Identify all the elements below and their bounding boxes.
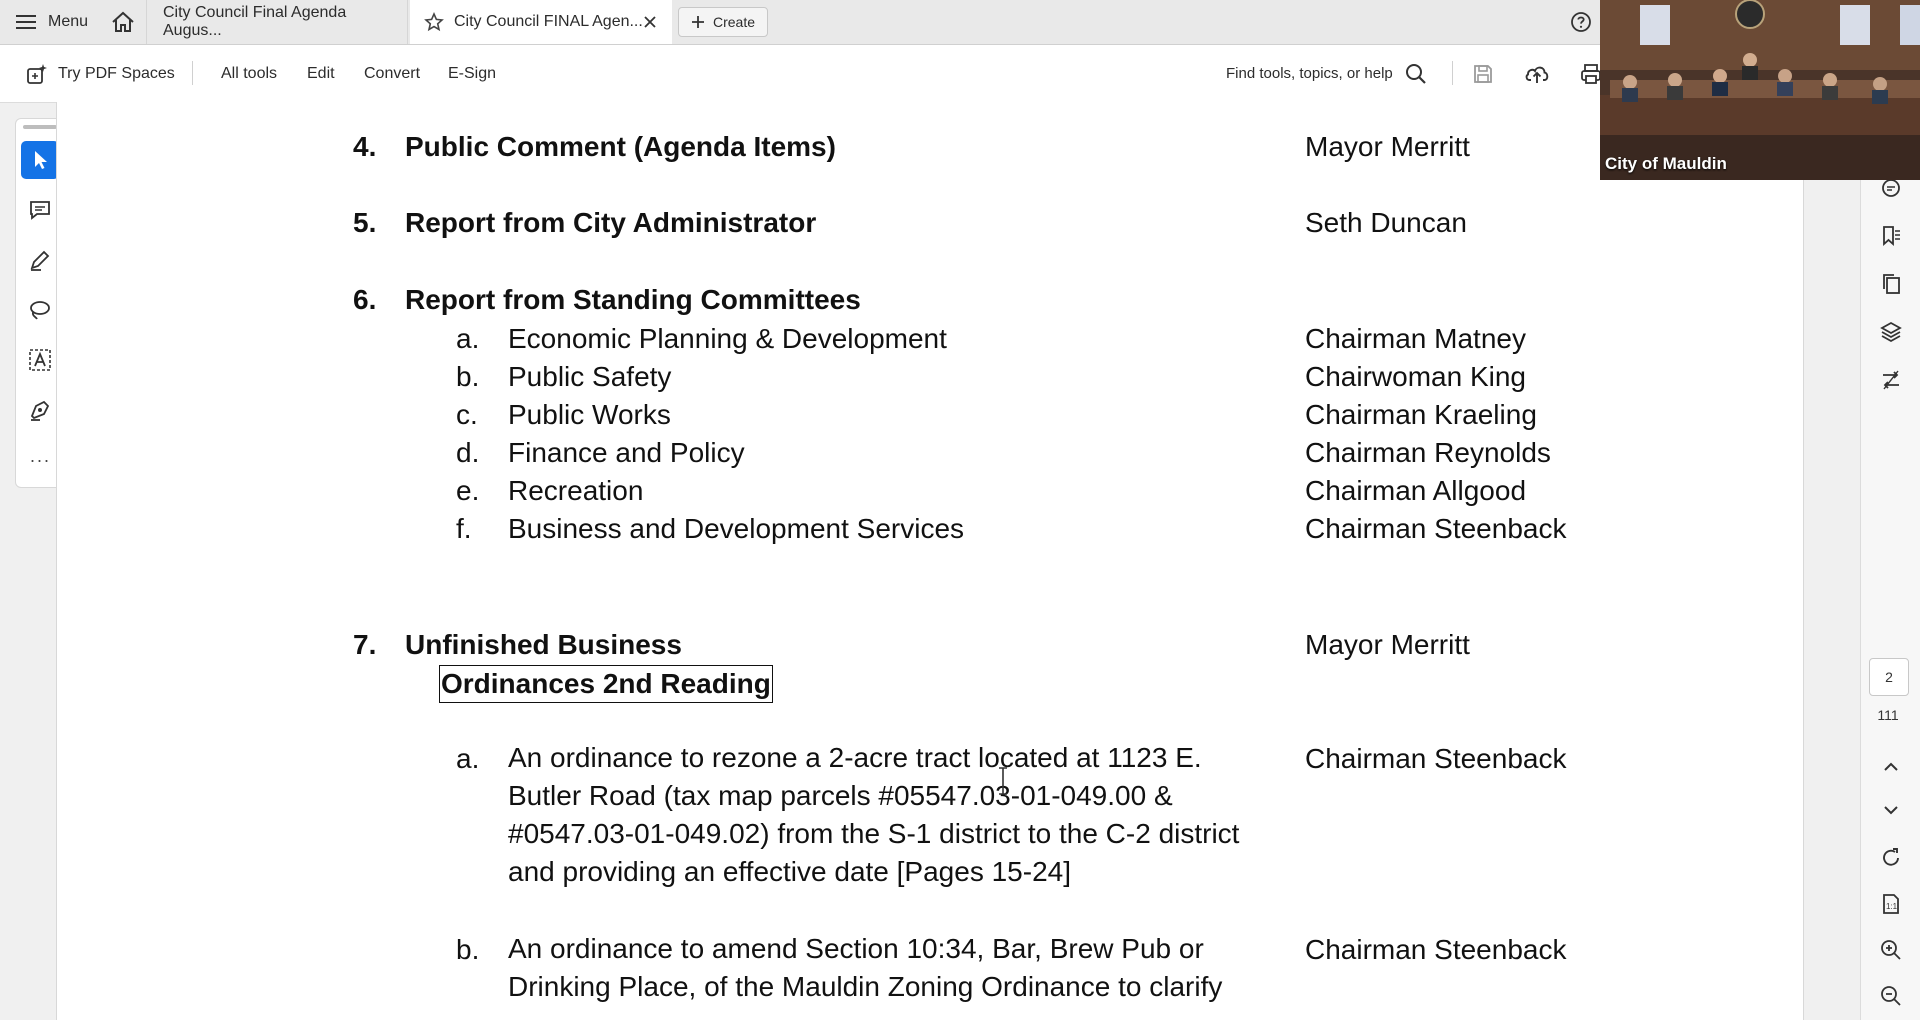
edit-menu[interactable]: Edit xyxy=(307,64,335,82)
create-label: Create xyxy=(713,14,756,30)
text-line: Butler Road (tax map parcels #05547.03-01-049.00 & xyxy=(508,780,1173,811)
highlight-draw-tool-button[interactable] xyxy=(21,241,59,279)
menu-label: Menu xyxy=(48,13,89,30)
zoom-in-icon xyxy=(1880,939,1902,961)
text-box-icon xyxy=(28,348,52,372)
home-button[interactable] xyxy=(110,0,136,44)
zoom-out-icon xyxy=(1880,985,1902,1007)
pen-sign-icon xyxy=(28,398,52,422)
presenter-name: Chairman Kraeling xyxy=(1305,399,1537,430)
chevron-up-icon xyxy=(1882,758,1900,776)
previous-page-button[interactable] xyxy=(1877,753,1905,781)
subitem-letter: b. xyxy=(456,934,480,965)
refresh-icon xyxy=(1880,847,1902,869)
bookmark-icon xyxy=(1880,225,1902,247)
council-chamber-video-image xyxy=(1600,0,1920,180)
toolbar-divider xyxy=(1452,61,1453,85)
item-heading: Public Comment (Agenda Items) xyxy=(405,131,836,162)
subitem-text: Public Works xyxy=(508,399,671,430)
star-icon[interactable] xyxy=(424,12,444,32)
upload-cloud-button[interactable] xyxy=(1524,45,1550,102)
ordinances-subheading[interactable]: Ordinances 2nd Reading xyxy=(439,665,773,703)
all-tools-menu[interactable]: All tools xyxy=(221,64,278,82)
cloud-upload-icon xyxy=(1524,63,1550,85)
hamburger-icon xyxy=(16,14,36,30)
item-number: 5. xyxy=(353,207,377,238)
comment-bubble-icon xyxy=(1880,177,1902,199)
subitem-letter: f. xyxy=(456,513,472,544)
subitem-letter: e. xyxy=(456,475,480,506)
try-pdf-spaces-label: Try PDF Spaces xyxy=(58,64,175,82)
subitem-text: Public Safety xyxy=(508,361,672,392)
item-number: 7. xyxy=(353,629,377,660)
search-icon xyxy=(1405,63,1427,85)
zoom-out-button[interactable] xyxy=(1877,982,1905,1010)
subitem-text: Economic Planning & Development xyxy=(508,323,947,354)
select-tool-button[interactable] xyxy=(21,141,59,179)
zoom-in-button[interactable] xyxy=(1877,936,1905,964)
more-tools-button[interactable] xyxy=(21,441,59,479)
item-heading: Unfinished Business xyxy=(405,629,682,660)
save-icon xyxy=(1472,63,1494,85)
lasso-icon xyxy=(28,298,52,322)
subitem-text: Finance and Policy xyxy=(508,437,745,468)
presenter-name: Seth Duncan xyxy=(1305,207,1467,238)
tab-title: City Council Final Agenda Augus... xyxy=(163,4,347,39)
page-count: 111 xyxy=(1877,707,1899,723)
subitem-letter: b. xyxy=(456,361,480,392)
cursor-arrow-icon xyxy=(30,149,50,171)
presenter-name: Chairman Reynolds xyxy=(1305,437,1551,468)
bookmarks-panel-button[interactable] xyxy=(1877,222,1905,250)
printer-icon xyxy=(1580,63,1602,85)
subitem-letter: c. xyxy=(456,399,478,430)
help-icon xyxy=(1570,11,1592,33)
text-line: An ordinance to amend Section 10:34, Bar, Brew Pub or xyxy=(508,933,1204,964)
video-caption: City of Mauldin xyxy=(1605,154,1727,173)
ordinance-a-text xyxy=(508,739,1239,891)
help-button[interactable] xyxy=(1570,0,1592,44)
home-icon xyxy=(110,10,136,34)
chevron-down-icon xyxy=(1882,801,1900,819)
save-button[interactable] xyxy=(1472,45,1494,102)
right-sidebar xyxy=(1860,102,1920,1020)
text-cursor-icon xyxy=(997,766,1009,796)
pages-icon xyxy=(1880,273,1902,295)
menu-button[interactable] xyxy=(16,0,88,44)
close-tab-icon[interactable] xyxy=(640,12,660,32)
layers-icon xyxy=(1880,321,1902,343)
presenter-name: Chairwoman King xyxy=(1305,361,1526,392)
sign-tool-button[interactable] xyxy=(21,391,59,429)
actual-size-button[interactable] xyxy=(1877,890,1905,918)
page-number-input[interactable]: 2 xyxy=(1869,658,1909,696)
create-button[interactable] xyxy=(678,7,768,37)
presenter-name: Chairman Steenback xyxy=(1305,743,1567,774)
presenter-name: Chairman Steenback xyxy=(1305,513,1567,544)
item-number: 4. xyxy=(353,131,377,162)
plus-icon xyxy=(691,15,705,29)
presenter-name: Chairman Steenback xyxy=(1305,934,1567,965)
subitem-text: Business and Development Services xyxy=(508,513,965,544)
subitem-text: Recreation xyxy=(508,475,644,506)
comment-icon xyxy=(28,198,52,222)
subitem-letter: a. xyxy=(456,743,480,774)
item-heading: Report from City Administrator xyxy=(405,207,817,238)
presenter-name: Chairman Allgood xyxy=(1305,475,1527,506)
presenter-name: Mayor Merritt xyxy=(1305,131,1470,162)
next-page-button[interactable] xyxy=(1877,796,1905,824)
tab-city-council-final-agenda-august[interactable] xyxy=(146,0,408,44)
find-tools-search[interactable] xyxy=(1226,45,1427,102)
tab-city-council-final-agenda-active[interactable] xyxy=(410,0,672,44)
video-feed-overlay[interactable] xyxy=(1600,0,1920,180)
text-line: #0547.03-01-049.02) from the S-1 district to the C-2 district xyxy=(508,818,1240,849)
layers-panel-button[interactable] xyxy=(1877,318,1905,346)
pages-panel-button[interactable] xyxy=(1877,270,1905,298)
item-heading: Report from Standing Committees xyxy=(405,284,861,315)
text-box-tool-button[interactable] xyxy=(21,341,59,379)
pdf-spaces-icon xyxy=(26,63,48,85)
presenter-name: Chairman Matney xyxy=(1305,323,1526,354)
panel-drag-handle[interactable] xyxy=(23,125,57,129)
text-line: Drinking Place, of the Mauldin Zoning Ordinance to clarify xyxy=(508,971,1223,1002)
try-pdf-spaces-button[interactable] xyxy=(26,45,175,102)
print-button[interactable] xyxy=(1580,45,1602,102)
pencil-icon xyxy=(28,248,52,272)
subitem-letter: d. xyxy=(456,437,480,468)
text-line: An ordinance to rezone a 2-acre tract located at 1123 E. xyxy=(508,742,1202,773)
actual-size-icon xyxy=(1880,893,1902,915)
find-tools-label: Find tools, topics, or help xyxy=(1226,65,1393,82)
item-number: 6. xyxy=(353,284,377,315)
esign-menu[interactable]: E-Sign xyxy=(448,64,497,82)
freehand-tool-button[interactable] xyxy=(21,291,59,329)
subitem-letter: a. xyxy=(456,323,480,354)
convert-menu[interactable]: Convert xyxy=(364,64,421,82)
presenter-name: Mayor Merritt xyxy=(1305,629,1470,660)
svg-text:1:1: 1:1 xyxy=(1886,902,1898,911)
toolbar-divider xyxy=(192,61,193,85)
ordinance-b-text xyxy=(508,930,1222,1006)
tab-title: City Council FINAL Agen... xyxy=(454,13,643,30)
pdf-page xyxy=(56,102,1804,1020)
rotate-button[interactable] xyxy=(1877,844,1905,872)
more-horizontal-icon: ··· xyxy=(29,449,51,470)
compare-icon xyxy=(1880,369,1902,391)
add-comment-tool-button[interactable] xyxy=(21,191,59,229)
compare-panel-button[interactable] xyxy=(1877,366,1905,394)
text-line: and providing an effective date [Pages 15-24] xyxy=(508,856,1071,887)
